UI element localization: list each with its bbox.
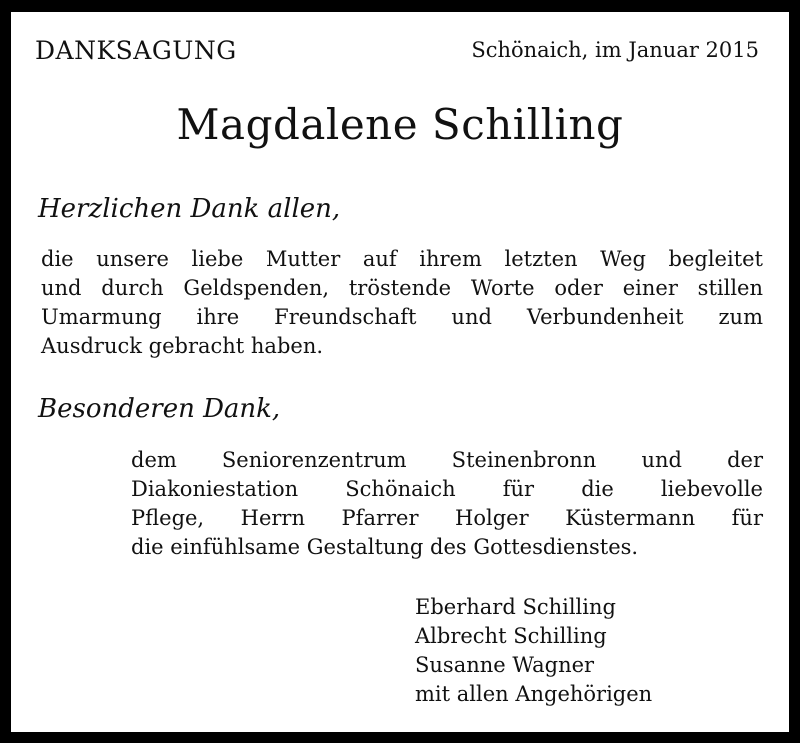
notice-heading: DANKSAGUNG xyxy=(35,36,237,65)
special-thanks-paragraph xyxy=(131,446,763,562)
notice-dateline: Schönaich, im Januar 2015 xyxy=(471,38,759,62)
paragraph-line: Pflege, Herrn Pfarrer Holger Küstermann für xyxy=(131,506,763,530)
signature-name: Eberhard Schilling xyxy=(415,595,616,619)
signature-name: Susanne Wagner xyxy=(415,653,595,677)
paragraph-line: und durch Geldspenden, tröstende Worte oder einer stillen xyxy=(41,276,763,300)
paragraph-line: die einfühlsame Gestaltung des Gottesdienstes. xyxy=(131,535,639,559)
paragraph-line: die unsere liebe Mutter auf ihrem letzten Weg begleitet xyxy=(41,247,763,271)
signature-name: mit allen Angehörigen xyxy=(415,682,653,706)
signatures-block xyxy=(415,593,652,709)
section-title-thanks: Herzlichen Dank allen, xyxy=(38,194,341,224)
notice-card xyxy=(11,12,789,732)
paragraph-line: Diakoniestation Schönaich für die liebevolle xyxy=(131,477,763,501)
paragraph-line: dem Seniorenzentrum Steinenbronn und der xyxy=(131,448,763,472)
section-title-special-thanks: Besonderen Dank, xyxy=(38,394,281,424)
paragraph-line: Umarmung ihre Freundschaft und Verbundenheit zum xyxy=(41,305,763,329)
paragraph-line: Ausdruck gebracht haben. xyxy=(41,334,324,358)
signature-name: Albrecht Schilling xyxy=(415,624,607,648)
thanks-paragraph xyxy=(41,245,763,361)
deceased-name: Magdalene Schilling xyxy=(176,100,624,149)
